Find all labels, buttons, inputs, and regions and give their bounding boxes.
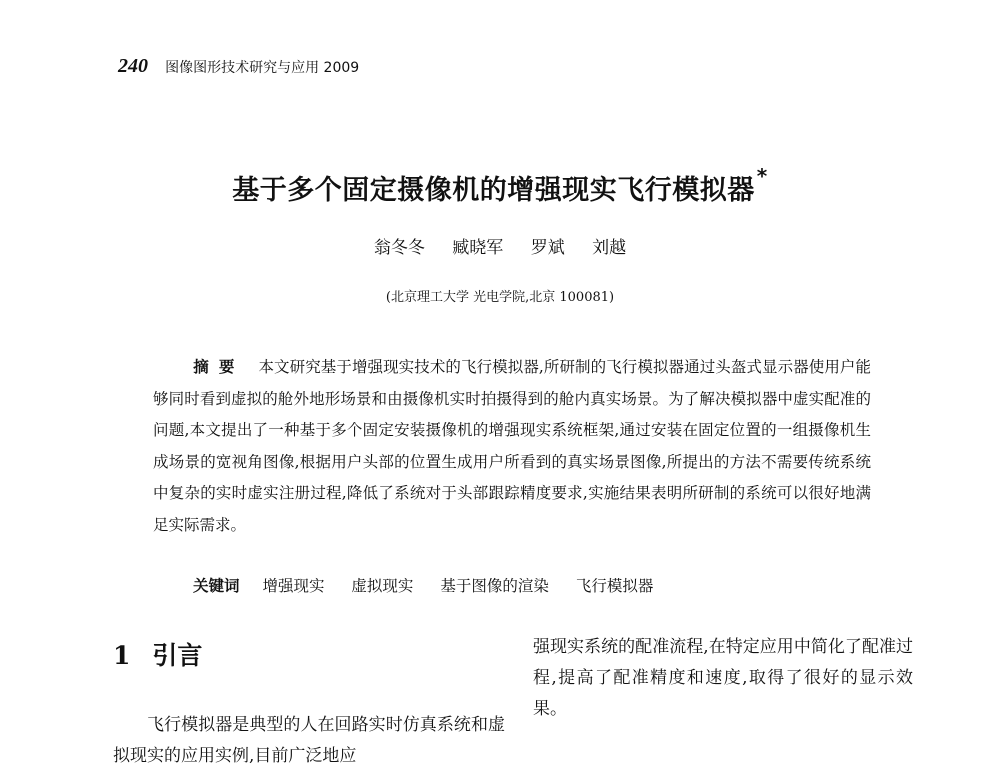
author-list	[0, 233, 1000, 258]
author-name: 臧晓军	[452, 238, 504, 258]
journal-name: 图像图形技术研究与应用 2009	[165, 60, 360, 76]
author-name: 罗斌	[530, 238, 565, 258]
keyword-item: 增强现实	[262, 577, 325, 595]
title-footnote-mark: *	[756, 164, 768, 188]
section-number: 1	[113, 641, 131, 670]
author-name: 刘越	[592, 238, 627, 258]
abstract-label: 摘要	[193, 358, 245, 376]
page-number: 240	[118, 55, 148, 77]
section-heading	[113, 636, 202, 672]
keyword-item: 虚拟现实	[351, 577, 414, 595]
keywords-line	[193, 574, 675, 596]
keyword-item: 飞行模拟器	[575, 577, 654, 595]
right-column-paragraph: 强现实系统的配准流程,在特定应用中简化了配准过程,提高了配准精度和速度,取得了很好的显示效果。	[533, 637, 913, 719]
paper-title: 基于多个固定摄像机的增强现实飞行模拟器	[232, 175, 755, 206]
keyword-item: 基于图像的渲染	[440, 577, 549, 595]
section-title: 引言	[152, 641, 203, 670]
author-name: 翁冬冬	[373, 238, 425, 258]
abstract-block	[153, 352, 871, 541]
keywords-label: 关键词	[193, 577, 240, 595]
running-header	[118, 55, 359, 78]
abstract-text: 本文研究基于增强现实技术的飞行模拟器,所研制的飞行模拟器通过头盔式显示器使用户能够同时看到虚拟的舱外地形场景和由摄像机实时拍摄得到的舱内真实场景。为了解决模拟器中虚实配准的问题,本文提出了一种基于多个固定安装摄像机的增强现实系统框架,通过安装在固定位置的一组摄像机生成场景的宽视角图像,根据用户头部的位置生成用户所看到的真实场景图像,所提出的方法不需要传统系统中复杂的实时虚实注册过程,降低了系统对于头部跟踪精度要求,实施结果表明所研制的系统可以很好地满足实际需求。	[153, 358, 871, 534]
left-column-paragraph: 飞行模拟器是典型的人在回路实时仿真系统和虚拟现实的应用实例,目前广泛地应	[113, 715, 505, 766]
paper-title-block	[0, 164, 1000, 207]
affiliation: (北京理工大学 光电学院,北京 100081)	[385, 290, 615, 305]
